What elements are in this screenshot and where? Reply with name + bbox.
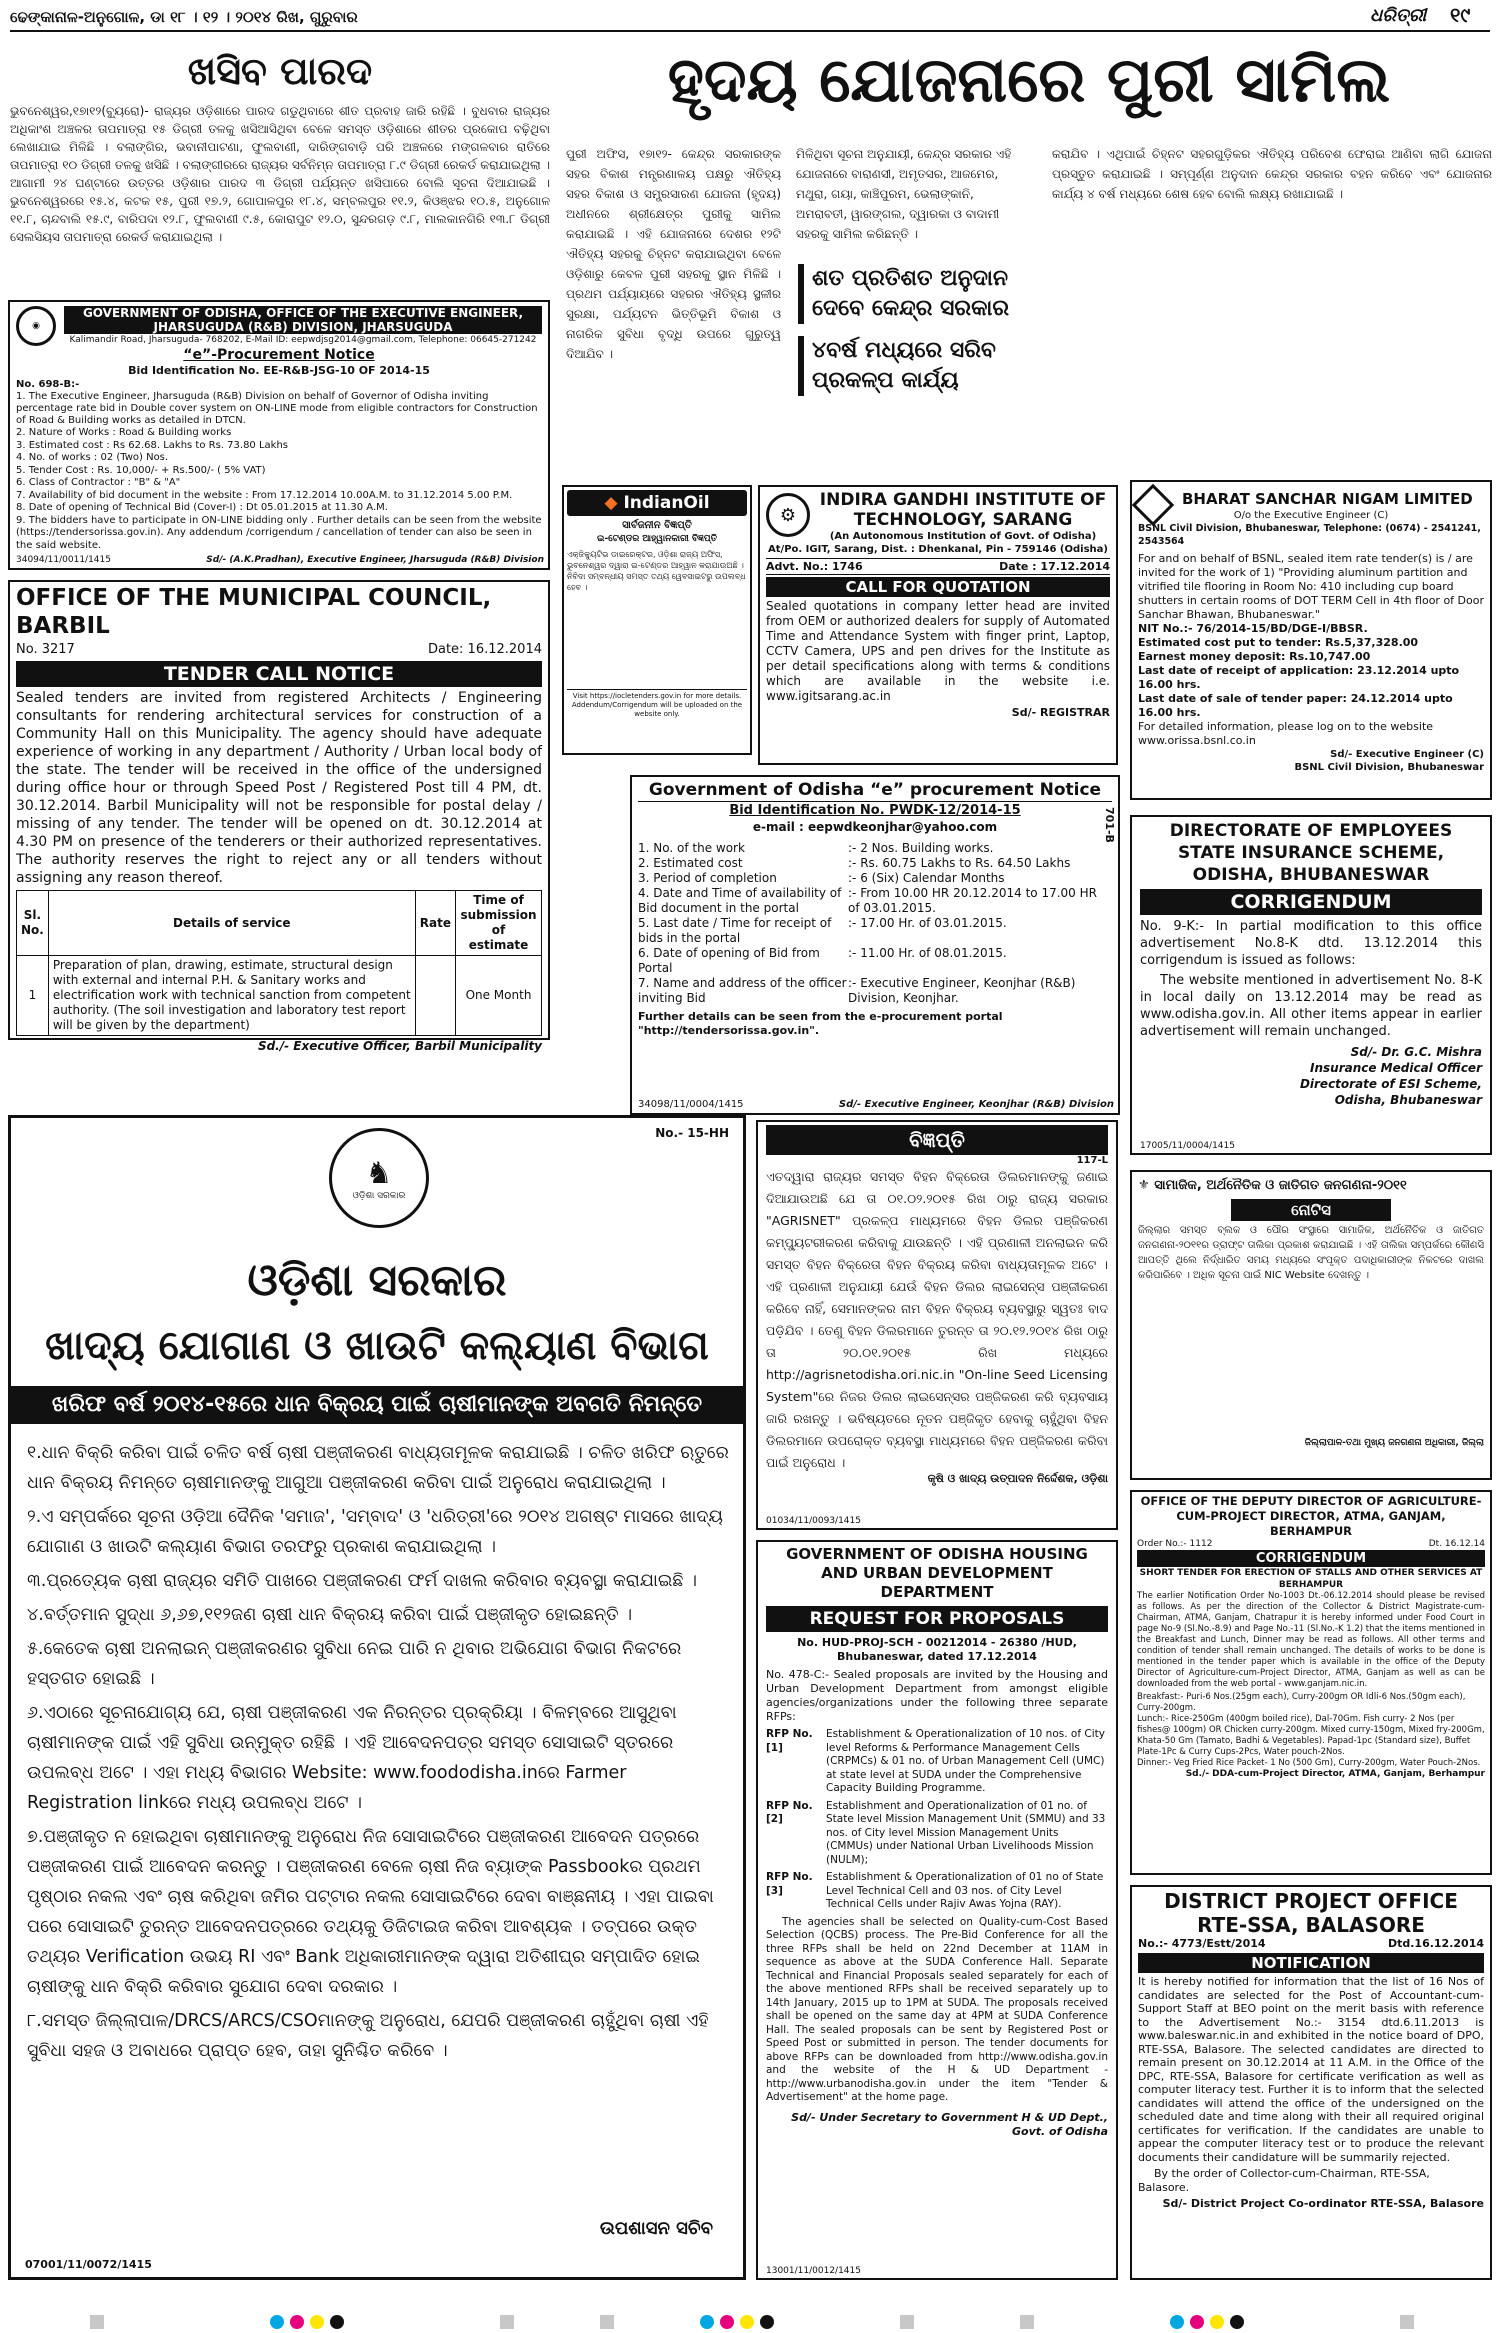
- food-point: ୨.ଏ ସମ୍ପର୍କରେ ସୂଚନା ଓଡ଼ିଆ ଦୈନିକ 'ସମାଜ', 'ସମ୍ବାଦ' ଓ 'ଧରିତ୍ରୀ'ରେ ୨୦୧୪ ଅଗଷ୍ଟ ମାସରେ ଖାଦ୍ୟ ଯୋଗାଣ ଓ ଖାଉଟି କଲ୍ୟାଣ ବିଭାଗ ତରଫରୁ ପ୍ରକାଶ କରାଯାଇଥିଲା ।: [27, 1507, 723, 1557]
- barbil-body: Sealed tenders are invited from registered Architects / Engineering consultants for rendering architectural services for construction of a Community Hall on this Municipality. The agency should have adequate experience of working in any department / Authority / Urban local body of the state. The tender will be received in the office of the undersigned during office hour or through Speed Post / Registered Post till 4 PM, dt. 30.12.2014. Barbil Municipality will not be responsible for postal delay / missing of any tender. The tender will be opened on dt. 30.12.2014 at 4.30 PM on presence of the tenderers or their authorized representatives. The authority reserves the right to reject any or all tenders without assigning any reason thereof.: [16, 690, 542, 886]
- hud-notice: [756, 1540, 1118, 2280]
- jharsuguda-head1: GOVERNMENT OF ODISHA, OFFICE OF THE EXECUTIVE ENGINEER,: [64, 306, 542, 320]
- esi-ref: 17005/11/0004/1415: [1140, 1141, 1235, 1151]
- reg-mark-cyan3: [1170, 2315, 1184, 2329]
- rte-order: By the order of Collector-cum-Chairman, RTE-SSA, Balasore.: [1138, 2167, 1430, 2194]
- dateline: ଢେଙ୍କାନାଳ-ଅନୁଗୋଳ, ଡା ୧୮ । ୧୨ । ୨୦୧୪ ରିଖ, ଗୁରୁବାର: [10, 8, 358, 26]
- keonjhar-row: [638, 841, 1098, 856]
- jharsuguda-bid-id: Bid Identification No. EE-R&B-JSG-10 OF 2014-15: [128, 364, 430, 377]
- bsnl-title: BHARAT SANCHAR NIGAM LIMITED: [1182, 490, 1473, 508]
- igit-sign: Sd/- REGISTRAR: [1011, 706, 1110, 719]
- indianoil-sub: ଇ-ଟେଣ୍ଡର ଆହ୍ୱାନକାରୀ ବିଜ୍ଞପ୍ତି: [596, 534, 718, 544]
- jharsuguda-item: 3. Estimated cost : Rs 62.68. Lakhs to Rs. 73.80 Lakhs: [16, 439, 289, 451]
- keonjhar-row: [638, 871, 1098, 886]
- odisha-seal-icon: [329, 1128, 429, 1228]
- barbil-th-details: Details of service: [48, 891, 415, 956]
- seal-text: ଓଡ଼ିଶା ସରକାର: [352, 1190, 406, 1201]
- esi-title: DIRECTORATE OF EMPLOYEES STATE INSURANCE SCHEME, ODISHA, BHUBANESWAR: [1169, 821, 1453, 885]
- census-title: [1138, 1175, 1484, 1197]
- food-point: ୪.ବର୍ତ୍ତମାନ ସୁଦ୍ଧା ୬,୬୭,୧୧୨ଜଣ ଚାଷୀ ଧାନ ବିକ୍ରୟ କରିବା ପାଇଁ ପଞ୍ଜୀକୃତ ହୋଇଛନ୍ତି ।: [27, 1605, 633, 1625]
- hriday-quote1: ଶତ ପ୍ରତିଶତ ଅନୁଦାନ ଦେବେ କେନ୍ଦ୍ର ସରକାର: [798, 264, 1038, 324]
- jharsuguda-item: 8. Date of opening of Technical Bid (Cover-I) : Dt 05.01.2015 at 11.30 A.M.: [16, 502, 388, 513]
- atma-bar: CORRIGENDUM: [1137, 1550, 1485, 1567]
- bsnl-sign2: BSNL Civil Division, Bhubaneswar: [1294, 762, 1484, 773]
- jharsuguda-address: Kalimandir Road, Jharsuguda- 768202, E-Mail ID: eepwdjsg2014@gmail.com, Telephone: 06645-271242: [69, 335, 537, 345]
- barbil-table: [16, 890, 542, 1036]
- reg-mark-yellow: [310, 2315, 324, 2329]
- hud-ref: 13001/11/0012/1415: [766, 2266, 861, 2276]
- bsnl-notice: [1130, 480, 1492, 800]
- bsnl-emd: Earnest money deposit: Rs.10,747.00: [1138, 650, 1371, 663]
- reg-mark-black3: [1230, 2315, 1244, 2329]
- reg-mark-magenta3: [1190, 2315, 1204, 2329]
- bsnl-more: For detailed information, please log on to the website www.orissa.bsnl.co.in: [1138, 720, 1434, 747]
- hud-sign: Sd/- Under Secretary to Government H & UD Dept., Govt. of Odisha: [791, 2110, 1108, 2138]
- rte-bar: NOTIFICATION: [1138, 1953, 1484, 1973]
- hud-rfp-no: RFP No. [1]: [766, 1728, 813, 1754]
- keonjhar-notice: [630, 775, 1120, 1115]
- rte-no: No.:- 4773/Estt/2014: [1138, 1937, 1266, 1950]
- vigyapti-ref: 01034/11/0093/1415: [766, 1516, 861, 1526]
- reg-mark-black: [330, 2315, 344, 2329]
- hud-body: The agencies shall be selected on Quality-cum-Cost Based Selection (QCBS) process. The Pre-Bid Conference for all the three RFPs shall be held on 22nd December at 11AM in sequence as above at the SUDA Conference Hall. Separate Technical and Financial Proposals sealed separately for each of the above mentioned RFPs shall be received separately up to 14th January, 2015 up to 1PM at SUDA. The proposals received shall be opened on the same day at 4PM at SUDA Conference Hall. The sealed proposals can be sent by Registered Post or Speed Post or submitted in person. The tender documents for above RFPs can be downloaded from http://www.odisha.gov.in and the website of the H & UD Department - http://www.urbanodisha.gov.in under the item "Tender & Advertisement" at the home page.: [766, 1915, 1108, 2103]
- bsnl-cost: Estimated cost put to tender: Rs.5,37,328.00: [1138, 636, 1419, 649]
- hriday-col2: ମିଳିଥିବା ସୂଚନା ଅନୁଯାୟୀ, କେନ୍ଦ୍ର ସରକାର ଏହି ଯୋଜନାରେ ବାରାଣସୀ, ଅମୃତସର, ଆଜମେର, ମଥୁରା, ଗୟା, କାଞ୍ଚିପୁରମ, ଭେଲାଙ୍କାନି, ଅମରାବତୀ, ୱାରଙ୍ଗଲ, ଦ୍ୱାରକା ଓ ବାଦାମୀ ସହରକୁ ସାମିଲ କରିଛନ୍ତି ।: [796, 147, 1012, 241]
- jharsuguda-items: [16, 427, 542, 552]
- rte-body: It is hereby notified for information that the list of 16 Nos of candidates are selected for the Post of Accountant-cum-Support Staff at BEO point on the merit basis with reference to the Advertisement No.:- 3154 dtd.6.11.2013 is www.baleswar.nic.in and exhibited in the notice board of DPO, RTE-SSA, Balasore. The selected candidates are directed to remain present on 30.12.2014 at 11 A.M. in the Office of the DPC, RTE-SSA, Balasore for certificate verification as well as computer literacy test. Further it is to inform that the selected candidates will attend the office of the undersigned on the scheduled date and time along with their all required original certificates for verification. If the candidates are unable to appear the computer literacy test or to produce the relevant documents their candidature will be summarily rejected.: [1138, 1975, 1484, 2164]
- esi-bar: CORRIGENDUM: [1140, 889, 1482, 915]
- food-dept: ଖାଦ୍ୟ ଯୋଗାଣ ଓ ଖାଉଟି କଲ୍ୟାଣ ବିଭାଗ: [45, 1323, 709, 1369]
- barbil-td-time: One Month: [456, 956, 542, 1036]
- igit-sub: (An Autonomous Institution of Govt. of Odisha): [829, 531, 1097, 542]
- rte-sign: Sd/- District Project Co-ordinator RTE-SSA, Balasore: [1162, 2197, 1484, 2210]
- indianoil-brand: [567, 490, 747, 516]
- bsnl-sub: O/o the Executive Engineer (C): [1233, 510, 1389, 521]
- jharsuguda-head2: JHARSUGUDA (R&B) DIVISION, JHARSUGUDA: [64, 320, 542, 334]
- food-sign: ଉପଶାସନ ସଚିବ: [599, 2218, 713, 2239]
- mercury-body: ଭୁବନେଶ୍ୱର,୧୭ା୧୨(ବ୍ୟୁରୋ)- ରାଜ୍ୟର ଓଡ଼ିଶାରେ ପାରଦ ଗଡୁଥିବାରେ ଶୀତ ପ୍ରବାହ ଜାରି ରହିଛି । ବୁଧବାର ରାଜ୍ୟର ଅଧିକାଂଶ ଅଞ୍ଚଳର ତାପମାତ୍ରା ୧୫ ଡିଗ୍ରୀ ତଳକୁ ଖସିଆସିଥିବା ବେଳେ ସମସ୍ତ ଓଡ଼ିଶାରେ ଶୀତର ପ୍ରକୋପ ବଢ଼ିଥିବା ଲେଖାଯାଇ ମିଳିଛି । ବଲାଙ୍ଗିର, ଭବାନୀପାଟଣା, ଫୁଲବାଣୀ, ଦାରିଙ୍ଗବାଡ଼ି ପରି ଅଞ୍ଚଳରେ ମଙ୍ଗଳବାର ରାତିରେ ତାପମାତ୍ରା ୧୦ ଡିଗ୍ରୀ ତଳକୁ ଖସିଛି । ବଲାଙ୍ଗୀରରେ ରାଜ୍ୟର ସର୍ବନିମ୍ନ ତାପମାତ୍ରା ୮.୯ ଡିଗ୍ରୀ ରେକର୍ଡ କରାଯାଇଥିଲା । ଆଗାମୀ ୨୪ ଘଣ୍ଟାରେ ଉତ୍ତର ଓଡ଼ିଶାର ପାରଦ ୩ ଡିଗ୍ରୀ ପର୍ଯ୍ୟନ୍ତ ଖସିପାରେ ବୋଲି ସୂଚନା ଦିଆଯାଇଛି । ଭୁବନେଶ୍ୱରରେ ୧୫.୪, କଟକ ୧୫, ପୁରୀ ୧୭.୨, ଗୋପାଳପୁର ୧୮.୪, ସମ୍ବଲପୁର ୧୧.୨, କିଓଞ୍ଝର ୧୦.୫, ଅନୁଗୋଳ ୧୧.୮, ଚାନ୍ଦବାଲି ୧୫.୯, ବାରିପଦା ୧୨.୮, ଫୁଲବାଣୀ ୯.୫, କୋରାପୁଟ ୧୨.୦, ସୁନ୍ଦରଗଡ଼ ୯.୮, ମାଲକାନଗିରି ୧୩.୮ ଡିଗ୍ରୀ ସେଲସିୟସ ତାପମାତ୍ରା ରେକର୍ଡ କରାଯାଇଥିଲା ।: [10, 104, 550, 244]
- keonjhar-email: e-mail : eepwdkeonjhar@yahoo.com: [752, 820, 998, 834]
- bsnl-body: For and on behalf of BSNL, sealed item rate tender(s) is / are invited for the work of 1) "Providing aluminum partition and vitrified tile flooring in Room No: 410 including cup board shutters in certain rooms of DOT TERM Cell in 4th floor of Door Sanchar Bhawan, Bhubaneswar.": [1138, 552, 1485, 621]
- reg-mark-grey: [90, 2315, 104, 2329]
- keonjhar-key: 3. Period of completion: [638, 871, 777, 885]
- reg-mark-cyan2: [700, 2315, 714, 2329]
- rte-title: DISTRICT PROJECT OFFICE RTE-SSA, BALASORE: [1164, 1889, 1458, 1937]
- food-govt: ଓଡ଼ିଶା ସରକାର: [247, 1255, 507, 1306]
- food-point: ୫.କେତେକ ଚାଷୀ ଅନଲାଇନ୍ ପଞ୍ଜୀକରଣର ସୁବିଧା ନେଇ ପାରି ନ ଥିବାର ଅଭିଯୋଗ ବିଭାଗ ନିକଟରେ ହସ୍ତଗତ ହୋଇଛି ।: [27, 1639, 682, 1689]
- barbil-th-rate: Rate: [415, 891, 455, 956]
- hud-rfp: [766, 1871, 1108, 1916]
- igit-address: At/Po. IGIT, Sarang, Dist. : Dhenkanal, Pin - 759146 (Odisha): [768, 544, 1108, 555]
- keonjhar-val: :- From 10.00 HR 20.12.2014 to 17.00 HR of 03.01.2015.: [848, 886, 1097, 915]
- keonjhar-note: Further details can be seen from the e-procurement portal "http://tendersorissa.gov.in".: [638, 1010, 1003, 1037]
- seal-lion-icon: ♞: [365, 1155, 393, 1191]
- reg-mark-black2: [760, 2315, 774, 2329]
- hriday-headline: ହୃଦୟ ଯୋଜନାରେ ପୁରୀ ସାମିଲ: [667, 43, 1391, 116]
- keonjhar-table: [638, 841, 1098, 1006]
- barbil-th-time: Time of submission of estimate: [456, 891, 542, 956]
- census-bar: ନୋଟିସ: [1231, 1199, 1391, 1221]
- reg-mark-yellow2: [740, 2315, 754, 2329]
- reg-mark-yellow3: [1210, 2315, 1224, 2329]
- barbil-date: Date: 16.12.2014: [427, 642, 542, 657]
- jharsuguda-item: 4. No. of works : 02 (Two) Nos.: [16, 452, 169, 463]
- bsnl-sign1: Sd/- Executive Engineer (C): [1330, 749, 1484, 760]
- atma-notice: [1130, 1490, 1492, 1875]
- indianoil-head: ସାର୍ବଜନୀନ ବିଜ୍ଞପ୍ତି: [622, 520, 692, 531]
- keonjhar-row: [638, 886, 1098, 916]
- atma-date: Dt. 16.12.14: [1428, 1539, 1485, 1549]
- barbil-notice: [8, 580, 550, 1053]
- barbil-no: No. 3217: [16, 642, 75, 657]
- vigyapti-body: ଏତଦ୍ୱାରା ରାଜ୍ୟର ସମସ୍ତ ବିହନ ବିକ୍ରେତା ଡିଲରମାନଙ୍କୁ ଜଣାଇ ଦିଆଯାଉଅଛି ଯେ ତା ୦୧.୦୨.୨୦୧୫ ରିଖ ଠାରୁ ରାଜ୍ୟ ସରକାର "AGRISNET" ପ୍ରକଳ୍ପ ମାଧ୍ୟମରେ ବିହନ ଡିଲର ପଞ୍ଜିକରଣ କମ୍ପ୍ୟୁଟରୀକରଣ କରିବାକୁ ଯାଉଛନ୍ତି । ଏହି ପ୍ରଣାଳୀ ଅନଲାଇନ କରି ସମସ୍ତ ବିହନ ବିକ୍ରେତା ବିହନ ବିକ୍ରୟ କରିବା ବାଧ୍ୟତାମୂଳକ ଅଟେ । ଏହି ପ୍ରଣାଳୀ ଅନୁଯାୟୀ ଯେଉଁ ବିହନ ଡିଲର ଲାଇସେନ୍ସ ପଞ୍ଜୀକରଣ କରିବେ ନାହିଁ, ସେମାନଙ୍କର ନାମ ବିହନ ବିକ୍ରୟ ବ୍ୟବସ୍ଥାରୁ ସ୍ୱତଃ ବାଦ ପଡ଼ିଯିବ । ତେଣୁ ବିହନ ଡିଲରମାନେ ତୁରନ୍ତ ତା ୨୦.୧୨.୨୦୧୪ ରିଖ ଠାରୁ ତା ୨୦.୦୧.୨୦୧୫ ରିଖ ମଧ୍ୟରେ http://agrisnetodisha.ori.nic.in "On-line Seed Licensing System"ରେ ନିଜର ଡିଲର ଲାଇସେନ୍ସର ପଞ୍ଜିକରଣ କରି ବ୍ୟବସାୟ ଜାରି ରଖନ୍ତୁ । ଭବିଷ୍ୟତରେ ନୂତନ ପଞ୍ଜିକୃତ ହେବାକୁ ଚାହୁଁଥିବା ବିହନ ଡିଲରମାନେ ଉପରୋକ୍ତ ବ୍ୟବସ୍ଥା ମାଧ୍ୟମରେ ବିହନ ପଞ୍ଜିକରଣ କରିବା ପାଇଁ ଅନୁରୋଧ ।: [766, 1169, 1108, 1470]
- keonjhar-title: Government of Odisha “e” procurement Notice: [638, 779, 1112, 802]
- indianoil-foot: Visit https://iocletenders.gov.in for more details. Addendum/Corrigendum will be uploaded on the website only.: [567, 689, 747, 719]
- keonjhar-val: :- Rs. 60.75 Lakhs to Rs. 64.50 Lakhs: [848, 856, 1071, 870]
- jharsuguda-notice: [8, 300, 550, 570]
- atma-body: The earlier Notification Order No-1003 Dt.-06.12.2014 should please be revised as follows. As per the direction of the Collector & District Magistrate-cum-Chairman, ATMA, Ganjam, Chatrapur it is hereby informed under Food Court in page No-9 (Sl.No.-8.9) and Page No.-11 (Sl.No.-K 1.2) that the items mentioned in the Breakfast and Lunch, Dinner may be read as follows. All other terms and condition of tender shall remain unchanged. The details of works to be done is mentioned in the tender paper which is available in the office of the Deputy Director of Agriculture-cum-Project Director, ATMA, Ganjam as well as can be downloaded from the web portal - www.ganjam.nic.in.: [1137, 1591, 1485, 1689]
- hud-rfp-desc: Establishment & Operationalization of 01 no of State Level Technical Cell and 03 nos. of City Level Technical Cells under Rajiv Awas Yojna (RAY).: [826, 1871, 1104, 1910]
- census-notice: [1130, 1170, 1492, 1480]
- hud-rfp-no: RFP No. [2]: [766, 1799, 813, 1825]
- jharsuguda-sign: Sd/- (A.K.Pradhan), Executive Engineer, Jharsuguda (R&B) Division: [206, 555, 544, 565]
- barbil-td-details: Preparation of plan, drawing, estimate, structural design with external and internal P.H. & Sanitary works and electrification work with technical sanction from competent authority. (The soil investigation and laboratory test report will be given by the department): [48, 956, 415, 1036]
- jharsuguda-item: 7. Availability of bid document in the website : From 17.12.2014 10.00A.M. to 31.12.2014 5.00 P.M.: [16, 489, 513, 501]
- keonjhar-row: [638, 946, 1098, 976]
- jharsuguda-item: 2. Nature of Works : Road & Building works: [16, 427, 232, 438]
- mercury-headline: ଖସିବ ପାରଦ: [187, 49, 373, 93]
- food-point: ୭.ପଞ୍ଜୀକୃତ ନ ହୋଇଥିବା ଚାଷୀମାନଙ୍କୁ ଅନୁରୋଧ ନିଜ ସୋସାଇଟିରେ ପଞ୍ଜୀକରଣ ଆବେଦନ ପତ୍ରରେ ପଞ୍ଜୀକରଣ ପାଇଁ ଆବେଦନ କରନ୍ତୁ । ପଞ୍ଜୀକରଣ ବେଳେ ଚାଷୀ ନିଜ ବ୍ୟାଙ୍କ Passbookର ପ୍ରଥମ ପୃଷ୍ଠାର ନକଲ ଏବଂ ଚାଷ କରିଥିବା ଜମିର ପଟ୍ଟାର ନକଲ ସୋସାଇଟିରେ ଦେବା ବାଞ୍ଛନୀୟ । ଏହା ପାଇବା ପରେ ସୋସାଇଟି ତୁରନ୍ତ ଆବେଦନପତ୍ରରେ ତଥ୍ୟକୁ ଡିଜିଟାଇଜ କରିବା ଆବଶ୍ୟକ । ତତ୍ପରେ ଉକ୍ତ ତଥ୍ୟର Verification ଉଭୟ RI ଏବଂ Bank ଅଧିକାରୀମାନଙ୍କ ଦ୍ୱାରା ଅତିଶୀଘ୍ର ସମ୍ପାଦିତ ହୋଇ ଚାଷୀଙ୍କୁ ଧାନ ବିକ୍ରି କରିବାର ସୁଯୋଗ ଦେବା ଦରକାର ।: [27, 1827, 714, 1997]
- reg-mark-grey4: [900, 2315, 914, 2329]
- odisha-emblem: ◉: [16, 306, 56, 346]
- keonjhar-key: 4. Date and Time of availability of Bid document in the portal: [638, 886, 842, 915]
- census-sign: ଜିଲ୍ଲାପାଳ-ତଥା ମୁଖ୍ୟ ଜନଗଣନା ଅଧିକାରୀ, ଜିଲ୍ଲା: [1304, 1438, 1484, 1448]
- reg-mark-grey5: [1020, 2315, 1034, 2329]
- keonjhar-val: :- 2 Nos. Building works.: [848, 841, 994, 855]
- hud-rfp: [766, 1728, 1108, 1800]
- hud-rfp-desc: Establishment & Operationalization of 10 nos. of City level Reforms & Performance Management Cells (CRPMCs) & 01 no. of Urban Management Cell (UMC) at state level at SUDA under the Comprehensive Capacity Building Programme.: [826, 1728, 1105, 1794]
- vigyapti-sign: କୃଷି ଓ ଖାଦ୍ୟ ଉତ୍ପାଦନ ନିର୍ଦ୍ଦେଶକ, ଓଡ଼ିଶା: [927, 1472, 1108, 1485]
- esi-notice: [1130, 815, 1492, 1155]
- atma-menu: Breakfast:- Puri-6 Nos.(25gm each), Curry-200gm OR Idli-6 Nos.(50gm each), Curry-200gm. Lunch:- Rice-250Gm (400gm boiled rice), Dal-70Gm. Fish curry- 2 Nos (per fishes@ 100gm) OR Chicken curry-200gm. Mixed curry-150gm, Mixed fry-200Gm, Khata-50 Gm (Tamato, Badhi & Vegetables). Papad-1pc (Standard size), Buffet Plate-1Pc & Curry Cups-2Pcs, Water pouch-2Nos. Dinner:- Veg Fried Rice Packet- 1 No (500 Gm), Curry-200gm, Water Pouch-2Nos.: [1137, 1692, 1485, 1768]
- bsnl-address: BSNL Civil Division, Bhubaneswar, Telephone: (0674) - 2541241, 2543564: [1138, 523, 1481, 547]
- indianoil-body: ଏକ୍ଜିକ୍ୟୁଟିଭ ଡାଇରେକ୍ଟର, ଓଡ଼ିଶା ରାଜ୍ୟ ଅଫିସ, ଭୁବନେଶ୍ୱର ଦ୍ୱାରା ଇ-ଟେଣ୍ଡର ଆହ୍ୱାନ କରାଯାଉଅଛି । ନିବିଦା ସମ୍ବନ୍ଧୀୟ ସମସ୍ତ ତଥ୍ୟ ୱେବସାଇଟରୁ ଉପଲବ୍ଧ ହେବ ।: [567, 550, 746, 592]
- hud-rfp-no: RFP No. [3]: [766, 1871, 813, 1897]
- keonjhar-val: :- Executive Engineer, Keonjhar (R&B) Division, Keonjhar.: [848, 976, 1076, 1005]
- indianoil-notice: [562, 485, 752, 755]
- paper-name: ଧରିତ୍ରୀ: [1370, 5, 1427, 26]
- igit-logo: ⚙: [766, 493, 810, 537]
- indianoil-logo-icon: ◆: [604, 493, 618, 513]
- barbil-bar: TENDER CALL NOTICE: [16, 661, 542, 687]
- reg-mark-magenta: [290, 2315, 304, 2329]
- food-point: ୬.ଏଠାରେ ସୂଚନାଯୋଗ୍ୟ ଯେ, ଚାଷୀ ପଞ୍ଜୀକରଣ ଏକ ନିରନ୍ତର ପ୍ରକ୍ରିୟା । ବିଳମ୍ବରେ ଆସୁଥିବା ଚାଷୀମାନଙ୍କ ପାଇଁ ଏହି ସୁବିଧା ଉନ୍ମୁକ୍ତ ରହିଛି । ଏହି ଆବେଦନପତ୍ର ସମସ୍ତ ସୋସାଇଟି ସ୍ତରରେ ଉପଲବ୍ଧ ଅଟେ । ଏହା ମଧ୍ୟ ବିଭାଗର Website: www.foododisha.inରେ Farmer Registration linkରେ ମଧ୍ୟ ଉପଲବ୍ଧ ଅଟେ ।: [27, 1703, 677, 1813]
- food-points: [27, 1438, 733, 2070]
- hud-rfp-desc: Establishment and Operationalization of 01 no. of State level Mission Management Unit (SMMU) and 33 nos. of City level Mission Management Units (CMMUs) under National Urban Livelihoods Mission (NULM);: [826, 1799, 1106, 1866]
- rte-date: Dtd.16.12.2014: [1387, 1937, 1484, 1950]
- keonjhar-key: 5. Last date / Time for receipt of bids in the portal: [638, 916, 832, 945]
- indianoil-brand-text: IndianOil: [623, 493, 710, 513]
- hriday-story: [566, 40, 1492, 540]
- food-point: ୮.ସମସ୍ତ ଜିଲ୍ଲାପାଳ/DRCS/ARCS/CSOମାନଙ୍କୁ ଅନୁରୋଧ, ଯେପରି ପଞ୍ଜୀକରଣ ଚାହୁଁଥିବା ଚାଷୀ ଏହି ସୁବିଧା ସହଜ ଓ ଅବାଧରେ ପ୍ରାପ୍ତ ହେବ, ତାହା ସୁନିଶ୍ଚିତ କରିବେ ।: [27, 2011, 709, 2061]
- keonjhar-key: 7. Name and address of the officer inviting Bid: [638, 976, 847, 1005]
- jharsuguda-no: No. 698-B:-: [16, 379, 80, 390]
- hud-rfps: [766, 1728, 1108, 1916]
- keonjhar-key: 6. Date of opening of Bid from Portal: [638, 946, 820, 975]
- reg-mark-magenta2: [720, 2315, 734, 2329]
- barbil-td-rate: [415, 956, 455, 1036]
- esi-body2: The website mentioned in advertisement No. 8-K in local daily on 13.12.2014 may be read as www.odisha.gov.in. All other items appear in earlier advertisement will remain unchanged.: [1140, 973, 1482, 1039]
- reg-mark-cyan: [270, 2315, 284, 2329]
- page-number: ୧୯: [1450, 3, 1471, 27]
- jharsuguda-item: 6. Class of Contractor : "B" & "A": [16, 477, 181, 488]
- hud-bar: REQUEST FOR PROPOSALS: [766, 1606, 1108, 1632]
- atma-sign: Sd./- DDA-cum-Project Director, ATMA, Ganjam, Berhampur: [1185, 1769, 1485, 1779]
- bsnl-last: Last date of receipt of application: 23.12.2014 upto 16.00 hrs.: [1138, 664, 1460, 691]
- food-bar: ଖରିଫ ବର୍ଷ ୨୦୧୪-୧୫ରେ ଧାନ ବିକ୍ରୟ ପାଇଁ ଚାଷୀମାନଙ୍କ ଅବଗତି ନିମନ୍ତେ: [11, 1386, 743, 1424]
- keonjhar-val: :- 6 (Six) Calendar Months: [848, 871, 1005, 885]
- mercury-story: [10, 44, 550, 294]
- keonjhar-key: 1. No. of the work: [638, 841, 745, 855]
- food-ref: 07001/11/0072/1415: [25, 2258, 152, 2271]
- emblem-icon: ⚜: [1138, 1178, 1150, 1193]
- jharsuguda-intro: 1. The Executive Engineer, Jharsuguda (R&B) Division on behalf of Governor of Odisha inviting percentage rate bid in Double cover system on ON-LINE mode from eligible contractors for Construction of Road & Building works as detailed in DTCN.: [16, 391, 538, 426]
- keonjhar-bid: Bid Identification No. PWDK-12/2014-15: [729, 803, 1021, 818]
- atma-title: OFFICE OF THE DEPUTY DIRECTOR OF AGRICULTURE-CUM-PROJECT DIRECTOR, ATMA, GANJAM, BERHAMPUR: [1140, 1494, 1482, 1538]
- keonjhar-row: [638, 976, 1098, 1006]
- igit-notice: [758, 485, 1118, 765]
- keonjhar-val: :- 11.00 Hr. of 08.01.2015.: [848, 946, 1007, 960]
- census-title-text: ସାମାଜିକ, ଅର୍ଥନୈତିକ ଓ ଜାତିଗତ ଜନଗଣନା-୨୦୧୧: [1154, 1178, 1407, 1193]
- igit-date: Date : 17.12.2014: [999, 560, 1110, 573]
- hud-rfp: [766, 1800, 1108, 1872]
- hud-intro: No. 478-C:- Sealed proposals are invited by the Housing and Urban Development Department from amongst eligible agencies/organizations under the following three separate RFPs:: [766, 1668, 1108, 1723]
- barbil-th-sl: Sl. No.: [17, 891, 49, 956]
- keonjhar-side-code: 701-B: [1103, 807, 1116, 843]
- bsnl-sale: Last date of sale of tender paper: 24.12.2014 upto 16.00 hrs.: [1138, 692, 1453, 719]
- vigyapti-notice: [756, 1120, 1118, 1530]
- igit-bar: CALL FOR QUOTATION: [766, 577, 1110, 597]
- bsnl-nit: NIT No.:- 76/2014-15/BD/DGE-I/BBSR.: [1138, 622, 1368, 635]
- keonjhar-ref: 34098/11/0004/1415: [638, 1099, 744, 1110]
- barbil-sign: Sd./- Executive Officer, Barbil Municipality: [257, 1039, 542, 1053]
- reg-mark-grey3: [600, 2315, 614, 2329]
- jharsuguda-title: “e”-Procurement Notice: [183, 347, 375, 363]
- reg-mark-grey6: [1400, 2315, 1414, 2329]
- keonjhar-sign: Sd/- Executive Engineer, Keonjhar (R&B) Division: [838, 1099, 1114, 1110]
- hud-no: No. HUD-PROJ-SCH - 00212014 - 26380 /HUD, Bhubaneswar, dated 17.12.2014: [797, 1636, 1077, 1663]
- esi-body: No. 9-K:- In partial modification to this office advertisement No.8-K dtd. 13.12.2014 this corrigendum is issued as follows:: [1140, 919, 1482, 968]
- keonjhar-row: [638, 856, 1098, 871]
- hriday-col1: ପୁରୀ ଅଫିସ, ୧୭ା୧୨- କେନ୍ଦ୍ର ସରକାରଙ୍କ ସହର ବିକାଶ ମନ୍ତ୍ରଣାଳୟ ପକ୍ଷରୁ ଐତିହ୍ୟ ସହର ବିକାଶ ଓ ସମ୍ପ୍ରସାରଣ ଯୋଜନା (ହୃଦୟ) ଅଧୀନରେ ଶ୍ରୀକ୍ଷେତ୍ର ପୁରୀକୁ ସାମିଲ କରାଯାଇଛି । ଏହି ଯୋଜନାରେ ଦେଶର ୧୨ଟି ଐତିହ୍ୟ ସହରକୁ ଚିହ୍ନଟ କରାଯାଇଥିବା ବେଳେ ଓଡ଼ିଶାରୁ କେବଳ ପୁରୀ ସହରକୁ ସ୍ଥାନ ମିଳିଛି । ପ୍ରଥମ ପର୍ଯ୍ୟାୟରେ ସହରର ଐତିହ୍ୟ ସ୍ଥଳୀର ସୁରକ୍ଷା, ପର୍ଯ୍ୟଟନ ଭିତ୍ତିଭୂମି ବିକାଶ ଓ ନାଗରିକ ସୁବିଧା ବୃଦ୍ଧି ଉପରେ ଗୁରୁତ୍ୱ ଦିଆଯିବ ।: [566, 147, 781, 361]
- atma-sub: SHORT TENDER FOR ERECTION OF STALLS AND OTHER SERVICES AT BERHAMPUR: [1139, 1568, 1483, 1590]
- barbil-title: OFFICE OF THE MUNICIPAL COUNCIL, BARBIL: [16, 585, 492, 639]
- vigyapti-title: ବିଜ୍ଞପ୍ତି: [766, 1125, 1108, 1155]
- keonjhar-val: :- 17.00 Hr. of 03.01.2015.: [848, 916, 1007, 930]
- food-point: ୩.ପ୍ରତ୍ୟେକ ଚାଷୀ ରାଜ୍ୟର ସମିତି ପାଖରେ ପଞ୍ଜୀକରଣ ଫର୍ମ ଦାଖଲ କରିବାର ବ୍ୟବସ୍ଥା କରାଯାଇଛି ।: [27, 1571, 697, 1591]
- hriday-col3: କରାଯିବ । ଏଥିପାଇଁ ଚିହ୍ନଟ ସହରଗୁଡ଼ିକର ଐତିହ୍ୟ ପରିବେଶ ଫେରାଇ ଆଣିବା ଲାଗି ଯୋଜନା ପ୍ରସ୍ତୁତ କରାଯାଇଛି । ସମ୍ପୂର୍ଣ୍ଣ ଅନୁଦାନ କେନ୍ଦ୍ର ସରକାର ବହନ କରିବେ ଏବଂ ଯୋଜନାର କାର୍ଯ୍ୟ ୪ ବର୍ଷ ମଧ୍ୟରେ ଶେଷ ହେବ ବୋଲି ଲକ୍ଷ୍ୟ ରଖାଯାଇଛି ।: [1052, 147, 1492, 201]
- jharsuguda-item: 5. Tender Cost : Rs. 10,000/- + Rs.500/- ( 5% VAT): [16, 464, 266, 476]
- keonjhar-key: 2. Estimated cost: [638, 856, 743, 870]
- jharsuguda-ref: 34094/11/0011/1415: [16, 555, 111, 565]
- food-no: No.- 15-HH: [655, 1126, 729, 1140]
- census-body: ଜିଲ୍ଲାର ସମସ୍ତ ବ୍ଲକ ଓ ପୌର ସଂସ୍ଥାରେ ସାମାଜିକ, ଅର୍ଥନୈତିକ ଓ ଜାତିଗତ ଜନଗଣନା-୨୦୧୧ର ଡ୍ରାଫ୍ଟ ତାଲିକା ପ୍ରକାଶ କରାଯାଇଛି । ଏହି ତାଲିକା ସମ୍ପର୍କରେ କୌଣସି ଆପତ୍ତି ଥିଲେ ନିର୍ଦ୍ଧାରିତ ସମୟ ମଧ୍ୟରେ ସଂପୃକ୍ତ ପଦାଧିକାରୀଙ୍କ ନିକଟରେ ଦାଖଲ କରିପାରିବେ । ଅଧିକ ସୂଚନା ପାଇଁ NIC Website ଦେଖନ୍ତୁ ।: [1138, 1225, 1484, 1281]
- food-supply-ad: [8, 1115, 746, 2280]
- igit-advt: Advt. No.: 1746: [766, 560, 863, 573]
- hud-head: GOVERNMENT OF ODISHA HOUSING AND URBAN DEVELOPMENT DEPARTMENT: [786, 1545, 1088, 1601]
- food-point: ୧.ଧାନ ବିକ୍ରି କରିବା ପାଇଁ ଚଳିତ ବର୍ଷ ଚାଷୀ ପଞ୍ଜୀକରଣ ବାଧ୍ୟତାମୂଳକ କରାଯାଇଛି । ଚଳିତ ଖରିଫ ଋତୁରେ ଧାନ ବିକ୍ରୟ ନିମନ୍ତେ ଚାଷୀମାନଙ୍କୁ ଆଗୁଆ ପଞ୍ଜୀକରଣ କରିବା ପାଇଁ ଅନୁରୋଧ କରାଯାଇଥିଲା ।: [27, 1443, 729, 1493]
- hriday-quote2: ୪ବର୍ଷ ମଧ୍ୟରେ ସରିବ ପ୍ରକଳ୍ପ କାର୍ଯ୍ୟ: [798, 336, 1038, 396]
- vigyapti-code: 117-L: [1076, 1155, 1108, 1166]
- atma-order: Order No.:- 1112: [1137, 1539, 1213, 1549]
- igit-title: INDIRA GANDHI INSTITUTE OF TECHNOLOGY, SARANG: [819, 490, 1107, 530]
- barbil-td-sl: 1: [17, 956, 49, 1036]
- rte-notice: [1130, 1885, 1492, 2280]
- keonjhar-row: [638, 916, 1098, 946]
- igit-body: Sealed quotations in company letter head are invited from OEM or authorized dealers for supply of Automated Time and Attendance System with finger print, Laptop, CCTV Camera, UPS and pen drives for the Institute as per detail specifications along with terms & conditions which are available in the website i.e. www.igitsarang.ac.in: [766, 599, 1110, 703]
- jharsuguda-item: 9. The bidders have to participate in ON-LINE bidding only . Further details can be seen from the website (https://tendersorissa.gov.in). Any addendum /corrigendum / cancellation of tender can also be seen in the said website.: [16, 514, 542, 551]
- esi-sign: Sd/- Dr. G.C. Mishra Insurance Medical Officer Directorate of ESI Scheme, Odisha, Bhubaneswar: [1299, 1045, 1482, 1107]
- reg-mark-grey2: [500, 2315, 514, 2329]
